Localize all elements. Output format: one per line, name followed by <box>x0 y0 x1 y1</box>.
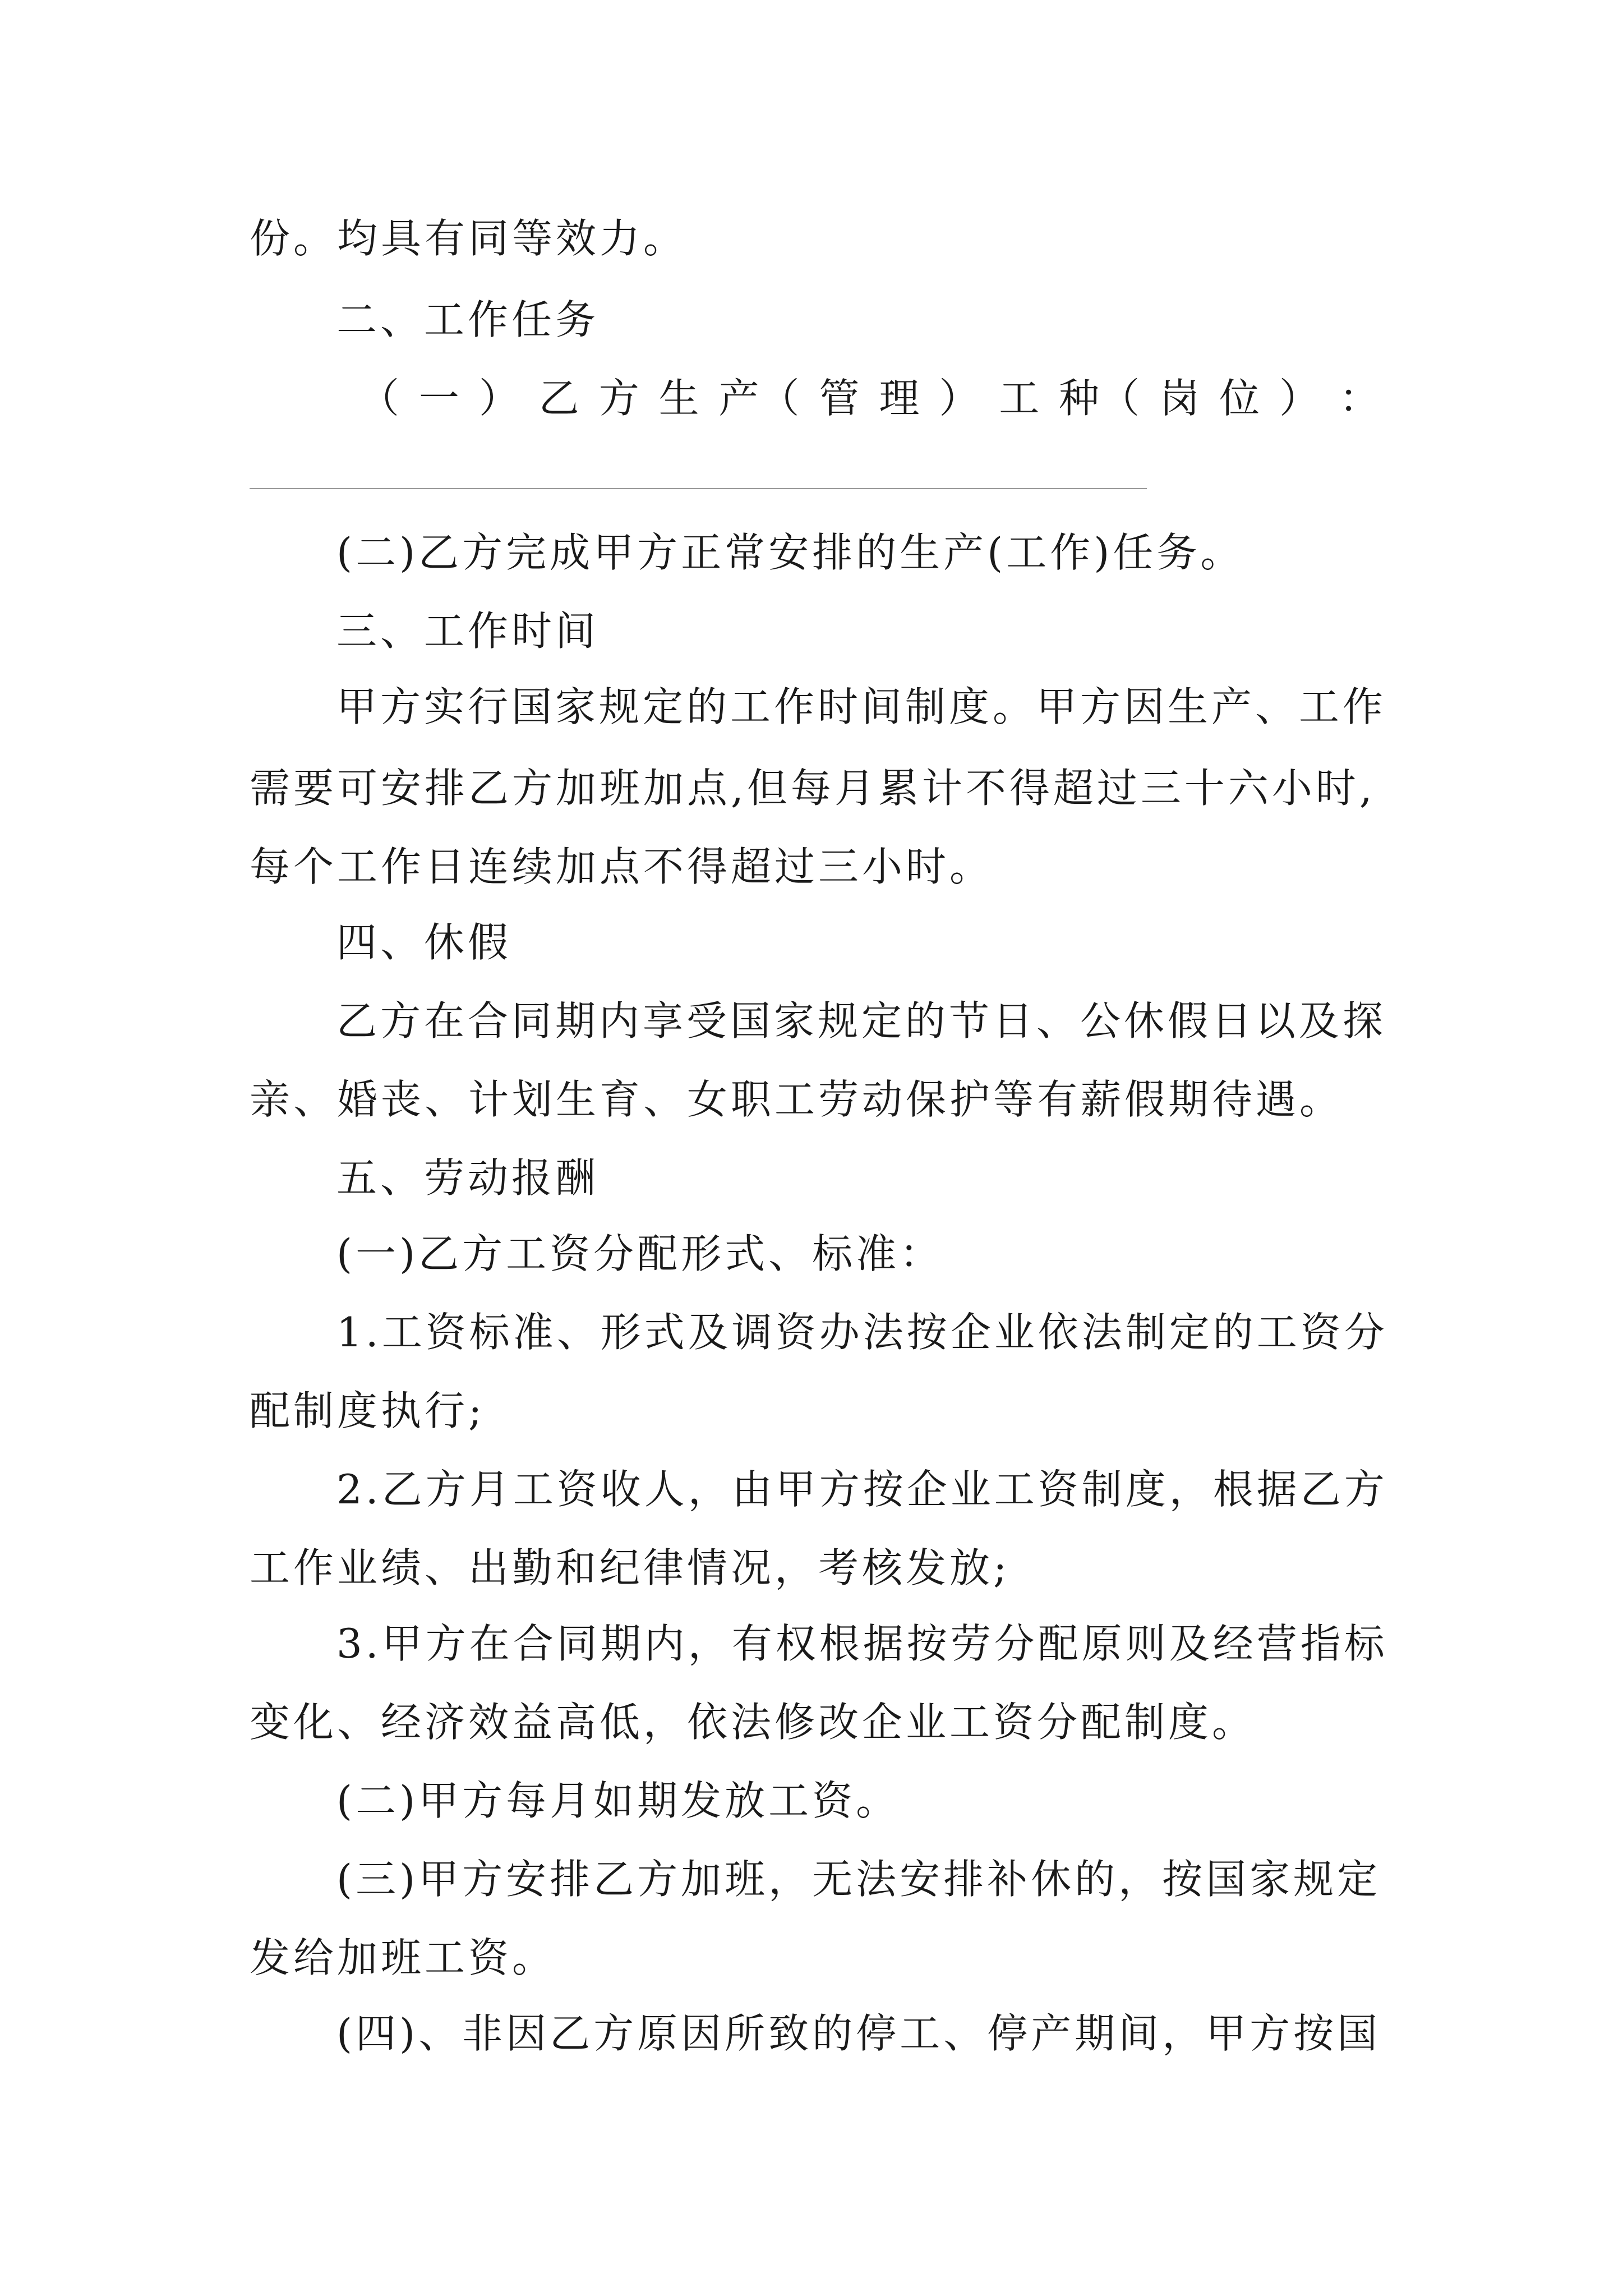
text-line-4: (二)乙方完成甲方正常安排的生产(工作)任务。 <box>336 529 1244 576</box>
text-line-13: (一)乙方工资分配形式、标准： <box>336 1230 944 1277</box>
text-line-22: 发给加班工资。 <box>250 1934 556 1981</box>
job-type-token: ） <box>939 375 980 422</box>
job-type-token: ： <box>1339 375 1380 422</box>
text-line-11: 亲、婚丧、计划生育、女职工劳动保护等有薪假期待遇。 <box>250 1076 1344 1123</box>
text-line-17: 工作业绩、出勤和纪律情况，考核发放; <box>250 1544 1011 1591</box>
section-heading-leave: 四、休假 <box>336 919 512 966</box>
text-line-8: 每个工作日连续加点不得超过三小时。 <box>250 843 994 890</box>
job-type-token: 方 <box>598 375 639 422</box>
job-type-token: 种（ <box>1059 375 1140 422</box>
job-type-token: 理 <box>879 375 920 422</box>
text-line-15: 配制度执行; <box>250 1387 486 1434</box>
job-type-token: 乙 <box>538 375 579 422</box>
text-line-10: 乙方在合同期内享受国家规定的节日、公休假日以及探 <box>336 997 1387 1045</box>
section-heading-work-time: 三、工作时间 <box>336 608 600 655</box>
text-line-20: (二)甲方每月如期发放工资。 <box>336 1777 900 1824</box>
section-heading-remuneration: 五、劳动报酬 <box>336 1154 600 1202</box>
job-type-token: ） <box>478 375 519 422</box>
job-type-token: ） <box>1279 375 1320 422</box>
text-line-18: 3.甲方在合同期内，有权根据按劳分配原则及经营指标 <box>336 1620 1388 1667</box>
blank-fill-line <box>250 488 1147 489</box>
job-type-token: 工 <box>999 375 1040 422</box>
text-line-21: (三)甲方安排乙方加班，无法安排补休的，按国家规定 <box>336 1856 1381 1903</box>
job-type-token: 产（ <box>718 375 800 422</box>
text-line-6: 甲方实行国家规定的工作时间制度。甲方因生产、工作 <box>336 683 1387 730</box>
text-line-16: 2.乙方月工资收人，由甲方按企业工资制度，根据乙方 <box>336 1466 1388 1513</box>
text-line-7: 需要可安排乙方加班加点,但每月累计不得超过三十六小时, <box>250 765 1376 812</box>
text-line-23: (四)、非因乙方原因所致的停工、停产期间，甲方按国 <box>336 2010 1381 2057</box>
job-type-token: 岗 <box>1159 375 1200 422</box>
job-type-token: 管 <box>819 375 860 422</box>
text-line-14: 1.工资标准、形式及调资办法按企业依法制定的工资分 <box>336 1309 1388 1356</box>
job-type-token: 一 <box>418 375 459 422</box>
text-line-job-type <box>359 370 1380 426</box>
text-line-1: 份。均具有同等效力。 <box>250 215 688 262</box>
job-type-token: 位 <box>1219 375 1260 422</box>
text-line-19: 变化、经济效益高低，依法修改企业工资分配制度。 <box>250 1699 1256 1746</box>
job-type-token: 生 <box>658 375 699 422</box>
job-type-token: （ <box>359 375 400 422</box>
section-heading-work-tasks: 二、工作任务 <box>336 296 600 343</box>
